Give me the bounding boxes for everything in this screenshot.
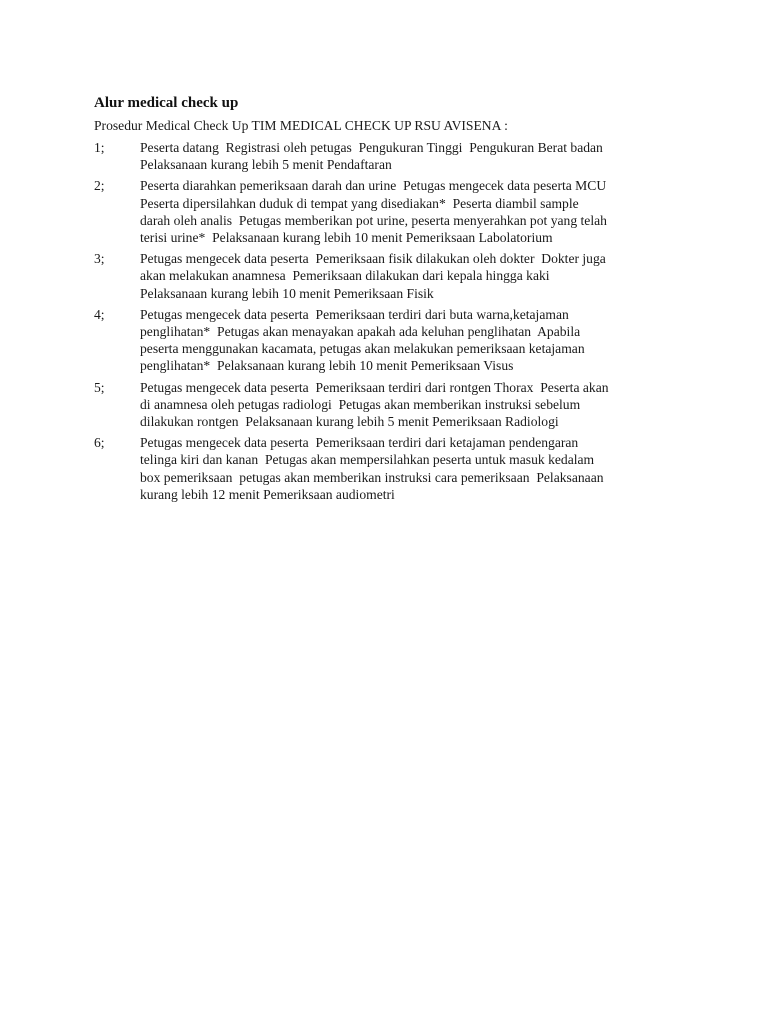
step-text-line: telinga kiri dan kanan Petugas akan mempersilahkan peserta untuk masuk kedalam: [140, 452, 595, 468]
step-number-container: [94, 139, 140, 156]
step-number-container: [94, 379, 140, 396]
procedure-step: [94, 250, 694, 302]
procedure-step: [94, 434, 694, 503]
step-text: [140, 177, 680, 246]
step-text-line: kurang lebih 12 menit Pemeriksaan audiometri: [140, 486, 395, 502]
step-text-line: Petugas mengecek data peserta Pemeriksaan terdiri dari buta warna,ketajaman: [140, 306, 569, 322]
step-text: [140, 139, 680, 173]
step-text-line: Peserta dipersilahkan duduk di tempat yang disediakan* Peserta diambil sample: [140, 195, 579, 211]
step-number: 2;: [94, 178, 105, 194]
document-page: [94, 93, 694, 507]
step-text-line: Pelaksanaan kurang lebih 10 menit Pemeriksaan Fisik: [140, 285, 434, 301]
step-number-container: [94, 434, 140, 451]
step-text-line: dilakukan rontgen Pelaksanaan kurang lebih 5 menit Pemeriksaan Radiologi: [140, 414, 559, 430]
step-text-line: di anamnesa oleh petugas radiologi Petugas akan memberikan instruksi sebelum: [140, 396, 581, 412]
step-text-line: akan melakukan anamnesa Pemeriksaan dilakukan dari kepala hingga kaki: [140, 268, 550, 284]
procedure-step: [94, 139, 694, 173]
step-number: 5;: [94, 379, 105, 395]
step-text-line: Pelaksanaan kurang lebih 5 menit Pendaftaran: [140, 157, 392, 173]
document-subtitle: Prosedur Medical Check Up TIM MEDICAL CHECK UP RSU AVISENA :: [94, 118, 508, 133]
step-number-container: [94, 177, 140, 194]
step-text-line: Peserta diarahkan pemeriksaan darah dan urine Petugas mengecek data peserta MCU: [140, 178, 607, 194]
step-text-line: penglihatan* Pelaksanaan kurang lebih 10 menit Pemeriksaan Visus: [140, 358, 514, 374]
step-text-line: penglihatan* Petugas akan menayakan apakah ada keluhan penglihatan Apabila: [140, 324, 581, 340]
step-number-container: [94, 306, 140, 323]
procedure-steps-list: [94, 139, 694, 503]
step-text-line: terisi urine* Pelaksanaan kurang lebih 10 menit Pemeriksaan Labolatorium: [140, 230, 553, 246]
step-number: 3;: [94, 251, 105, 267]
step-text: [140, 434, 680, 503]
step-number: 4;: [94, 306, 105, 322]
document-title: Alur medical check up: [94, 95, 239, 111]
step-text: [140, 379, 680, 431]
step-text-line: darah oleh analis Petugas memberikan pot urine, peserta menyerahkan pot yang telah: [140, 212, 607, 228]
step-text: [140, 250, 680, 302]
step-text-line: box pemeriksaan petugas akan memberikan instruksi cara pemeriksaan Pelaksanaan: [140, 469, 604, 485]
step-number: 1;: [94, 140, 105, 155]
step-text: [140, 306, 680, 375]
step-text-line: peserta menggunakan kacamata, petugas akan melakukan pemeriksaan ketajaman: [140, 341, 585, 357]
step-text-line: Peserta datang Registrasi oleh petugas Pengukuran Tinggi Pengukuran Berat badan: [140, 140, 603, 155]
step-text-line: Petugas mengecek data peserta Pemeriksaan terdiri dari rontgen Thorax Peserta akan: [140, 379, 609, 395]
procedure-step: [94, 306, 694, 375]
step-text-line: Petugas mengecek data peserta Pemeriksaan terdiri dari ketajaman pendengaran: [140, 435, 579, 451]
procedure-step: [94, 177, 694, 246]
step-text-line: Petugas mengecek data peserta Pemeriksaan fisik dilakukan oleh dokter Dokter juga: [140, 251, 606, 267]
step-number: 6;: [94, 435, 105, 451]
step-number-container: [94, 250, 140, 267]
procedure-step: [94, 379, 694, 431]
